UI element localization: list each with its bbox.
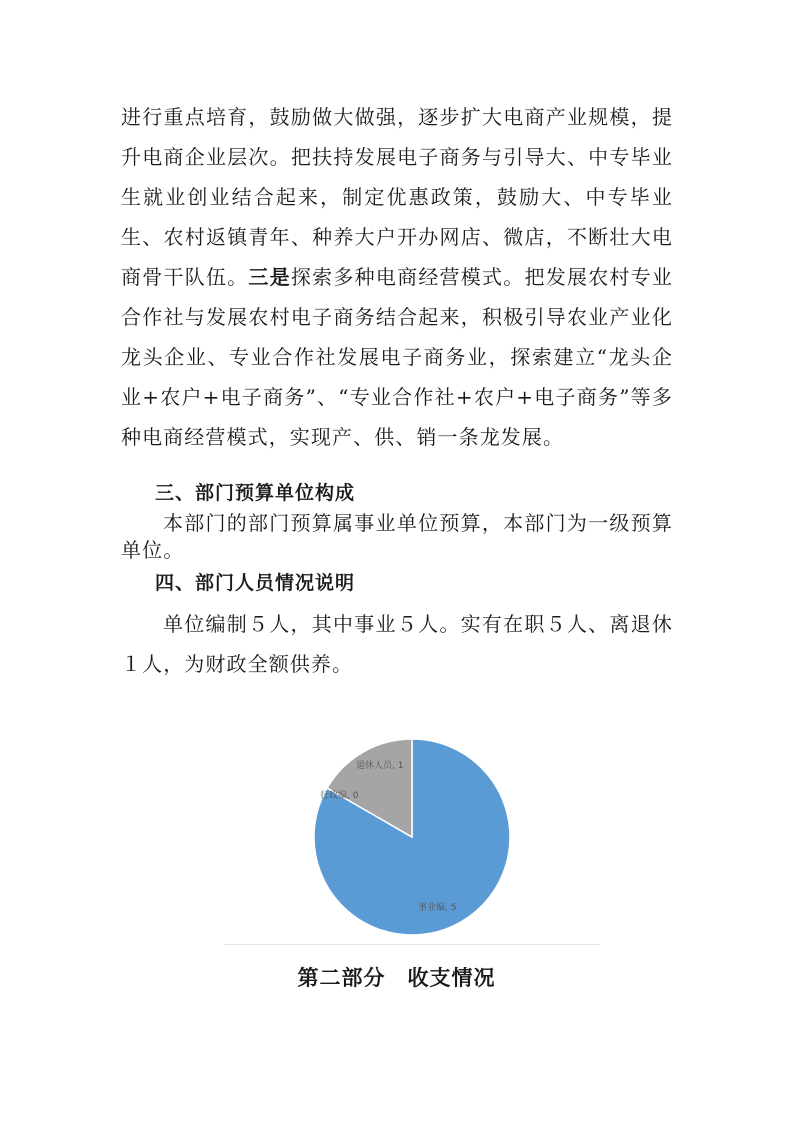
section-heading-staff: 四、部门人员情况说明 <box>155 572 356 594</box>
pie-label-0: 事业编, 5 <box>418 903 457 913</box>
paragraph-text-part1: 进行重点培育，鼓励做大做强，逐步扩大电商产业规模，提升电商企业层次。把扶持发展电子商务与引导大、中专毕业生就业创业结合起来，制定优惠政策，鼓励大、中专毕业生、农村返镇青年、种养大户开办网店、微店，不断壮大电商骨干队伍。 <box>121 105 673 289</box>
pie-slices <box>314 739 510 935</box>
pie-label-2: 退休人员, 1 <box>356 761 404 771</box>
section-heading-budget-units: 三、部门预算单位构成 <box>155 482 356 504</box>
part-two-title: 第二部分 收支情况 <box>297 966 496 990</box>
staff-pie-chart <box>300 730 520 940</box>
divider-line <box>224 944 600 945</box>
bold-lead-three: 三是 <box>248 265 291 289</box>
paragraph-budget-units: 本部门的部门预算属事业单位预算，本部门为一级预算单位。 <box>121 511 673 562</box>
pie-label-1: 行政编, 0 <box>320 791 359 801</box>
paragraph-staff: 单位编制５人，其中事业５人。实有在职５人、离退休１人，为财政全额供养。 <box>121 612 673 676</box>
paragraph-e-commerce-measures <box>121 97 673 457</box>
paragraph-text-part2: 探索多种电商经营模式。把发展农村专业合作社与发展农村电子商务结合起来，积极引导农业产业化龙头企业、专业合作社发展电子商务业，探索建立“龙头企业+农户+电子商务”、“专业合作社+农户+电子商务”等多种电商经营模式，实现产、供、销一条龙发展。 <box>121 265 674 449</box>
